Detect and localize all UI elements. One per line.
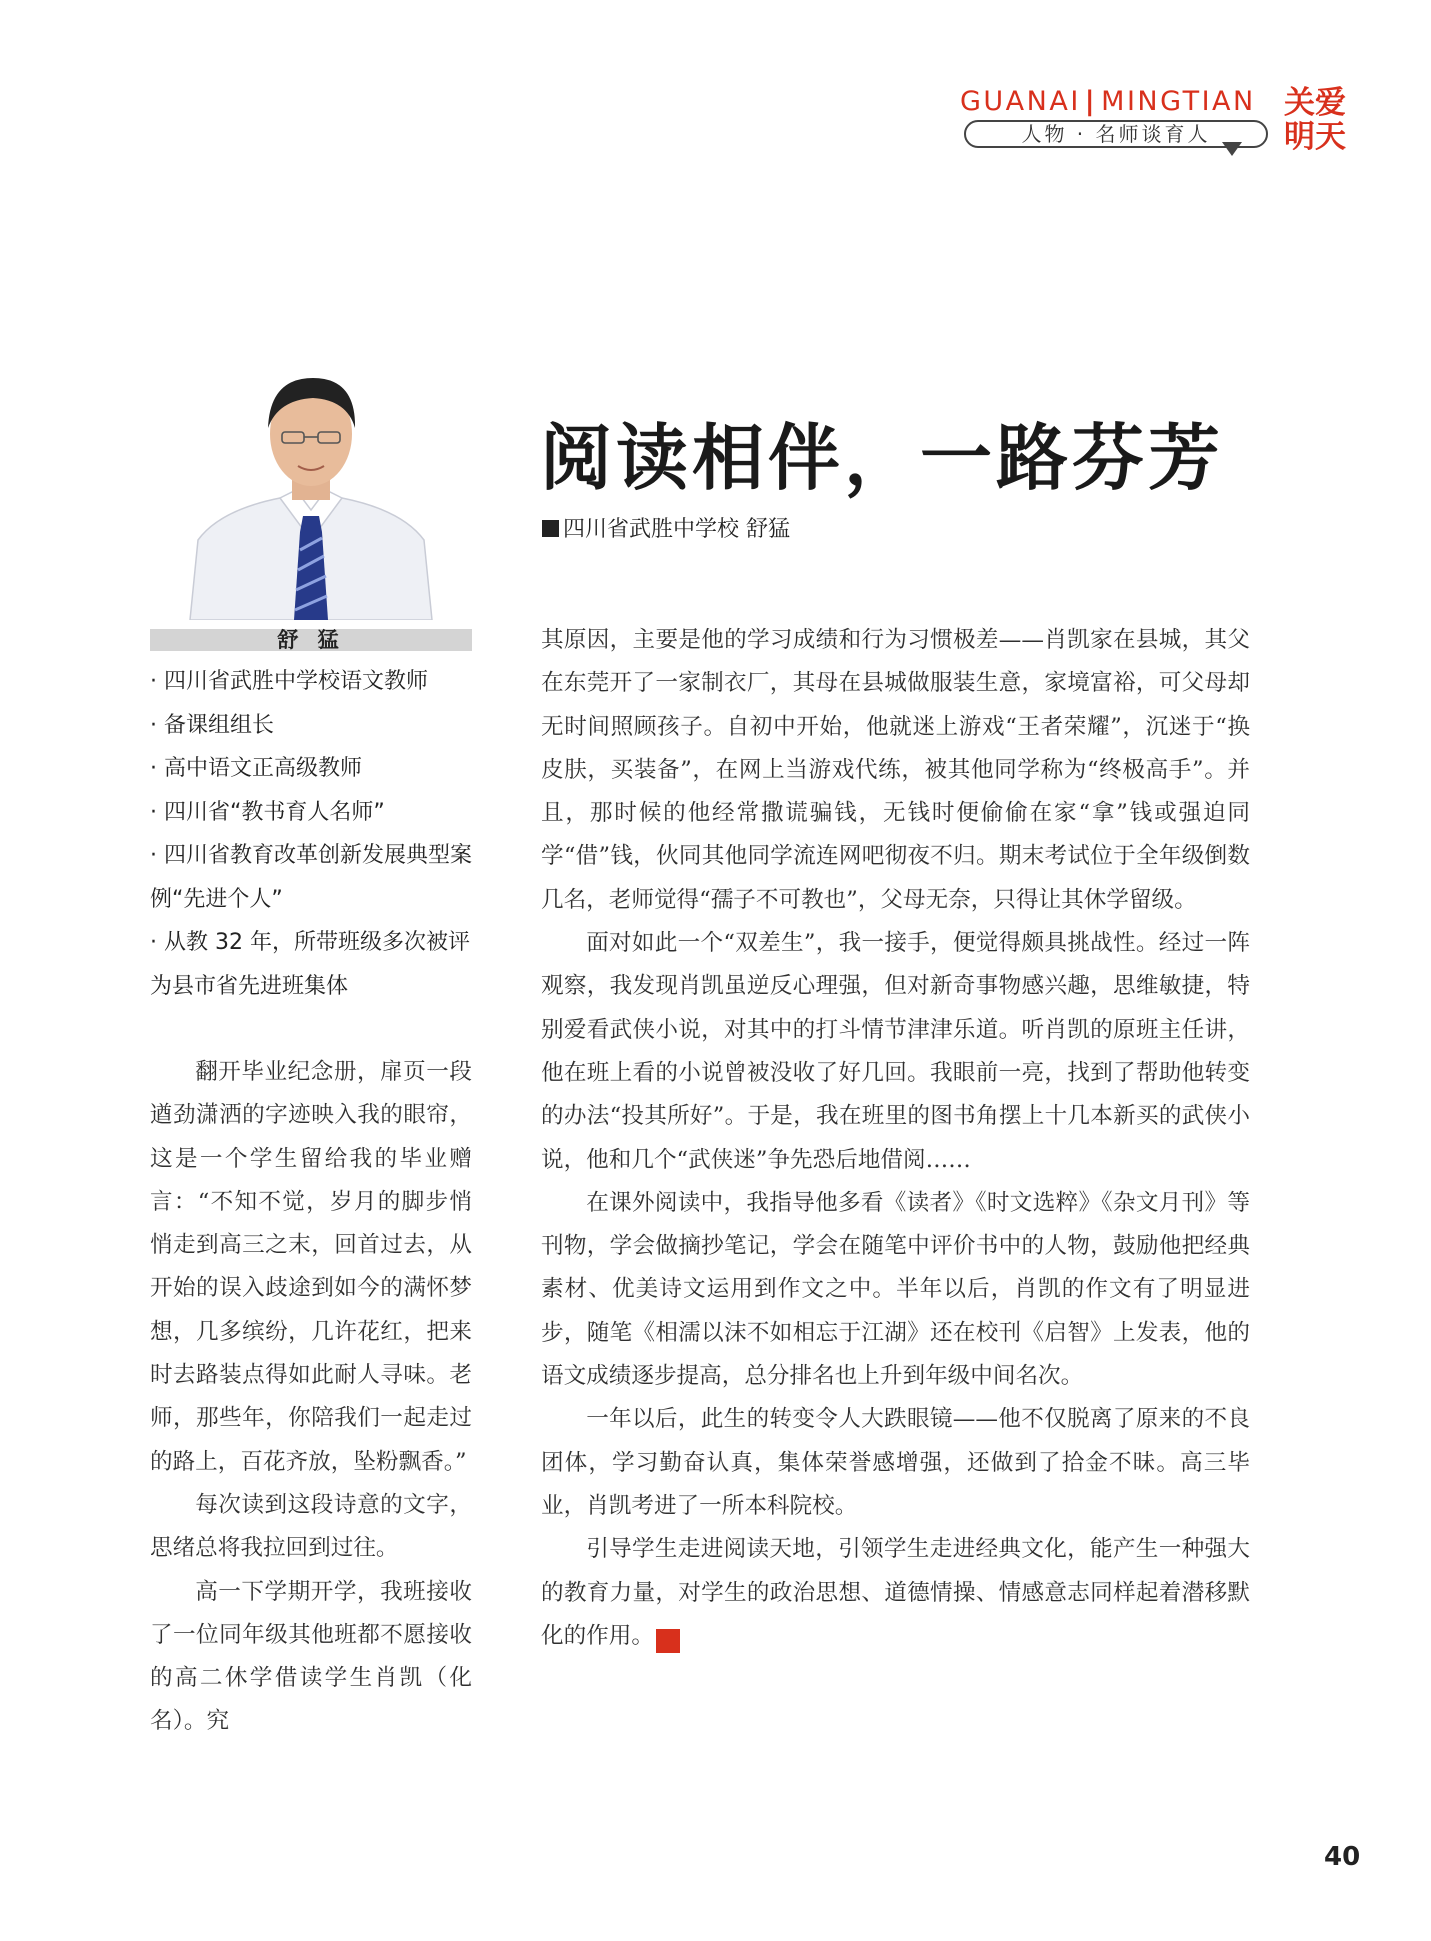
paragraph-final bbox=[541, 1528, 1250, 1658]
paragraph: 翻开毕业纪念册，扉页一段遒劲潇洒的字迹映入我的眼帘，这是一个学生留给我的毕业赠言：“不知不觉，岁月的脚步悄悄走到高三之末，回首过去，从开始的误入歧途到如今的满怀梦想，几多缤纷，几许花红，把来时去路装点得如此耐人寻味。老师，那些年，你陪我们一起走过的路上，百花齐放，坠粉飘香。” bbox=[150, 1059, 472, 1475]
bio-item: · 备课组组长 bbox=[150, 712, 274, 738]
logo-line-1: 关爱 bbox=[1284, 85, 1346, 121]
paragraph: 每次读到这段诗意的文字，思绪总将我拉回到过往。 bbox=[150, 1491, 472, 1562]
paragraph: 一年以后，此生的转变令人大跌眼镜——他不仅脱离了原来的不良团体，学习勤奋认真，集体荣誉感增强，还做到了拾金不昧。高三毕业，肖凯考进了一所本科院校。 bbox=[541, 1406, 1250, 1519]
header-en-left: GUANAI bbox=[960, 86, 1081, 117]
author-portrait bbox=[150, 370, 472, 620]
bio-item: · 四川省武胜中学校语文教师 bbox=[150, 669, 428, 694]
magazine-header bbox=[960, 86, 1355, 156]
article-title: 阅读相伴，一路芬芳 bbox=[540, 415, 1225, 500]
article-byline bbox=[542, 512, 790, 543]
byline-text: 四川省武胜中学校 舒猛 bbox=[563, 517, 790, 542]
header-english-title bbox=[960, 86, 1282, 117]
header-en-right: MINGTIAN bbox=[1101, 86, 1256, 117]
body-column-left bbox=[150, 1051, 472, 1744]
bio-item: · 四川省“教书育人名师” bbox=[150, 799, 385, 825]
paragraph: 高一下学期开学，我班接收了一位同年级其他班都不愿接收的高二休学借读学生肖凯（化名）。究 bbox=[150, 1578, 472, 1735]
bio-item: · 从教 32 年，所带班级多次被评为县市省先进班集体 bbox=[150, 930, 470, 999]
bio-item: · 四川省教育改革创新发展典型案例“先进个人” bbox=[150, 843, 472, 912]
column-logo bbox=[1284, 86, 1354, 156]
paragraph-final-text: 引导学生走进阅读天地，引领学生走进经典文化，能产生一种强大的教育力量，对学生的政治思想、道德情操、情感意志同样起着潜移默化的作用。 bbox=[541, 1536, 1250, 1649]
profile-bio-list bbox=[150, 660, 472, 1008]
body-column-right bbox=[541, 619, 1250, 1658]
byline-square-icon bbox=[542, 520, 559, 537]
end-mark-icon: 天 bbox=[656, 1629, 680, 1653]
logo-line-2: 明天 bbox=[1284, 119, 1346, 155]
bio-item: · 高中语文正高级教师 bbox=[150, 756, 362, 781]
paragraph: 面对如此一个“双差生”，我一接手，便觉得颇具挑战性。经过一阵观察，我发现肖凯虽逆反心理强，但对新奇事物感兴趣，思维敏捷，特别爱看武侠小说，对其中的打斗情节津津乐道。听肖凯的原班主任讲，他在班上看的小说曾被没收了好几回。我眼前一亮，找到了帮助他转变的办法“投其所好”。于是，我在班里的图书角摆上十几本新买的武侠小说，他和几个“武侠迷”争先恐后地借阅…… bbox=[541, 930, 1250, 1173]
paragraph: 在课外阅读中，我指导他多看《读者》《时文选粹》《杂文月刊》等刊物，学会做摘抄笔记，学会在随笔中评价书中的人物，鼓励他把经典素材、优美诗文运用到作文之中。半年以后，肖凯的作文有了明显进步，随笔《相濡以沫不如相忘于江湖》还在校刊《启智》上发表，他的语文成绩逐步提高，总分排名也上升到年级中间名次。 bbox=[541, 1189, 1250, 1390]
speech-bubble-tail bbox=[1222, 142, 1242, 156]
paragraph-continued: 其原因，主要是他的学习成绩和行为习惯极差——肖凯家在县城，其父在东莞开了一家制衣厂，其母在县城做服装生意，家境富裕，可父母却无时间照顾孩子。自初中开始，他就迷上游戏“王者荣耀”，沉迷于“换皮肤，买装备”，在网上当游戏代练，被其他同学称为“终极高手”。并且，那时候的他经常撒谎骗钱，无钱时便偷偷在家“拿”钱或强迫同学“借”钱，伙同其他同学流连网吧彻夜不归。期末考试位于全年级倒数几名，老师觉得“孺子不可教也”，父母无奈，只得让其休学留级。 bbox=[541, 627, 1250, 913]
header-subtitle-bubble: 人物 · 名师谈育人 bbox=[964, 120, 1268, 148]
header-separator: | bbox=[1084, 86, 1098, 117]
profile-name: 舒 猛 bbox=[150, 629, 472, 651]
page-number: 40 bbox=[1324, 1842, 1361, 1872]
